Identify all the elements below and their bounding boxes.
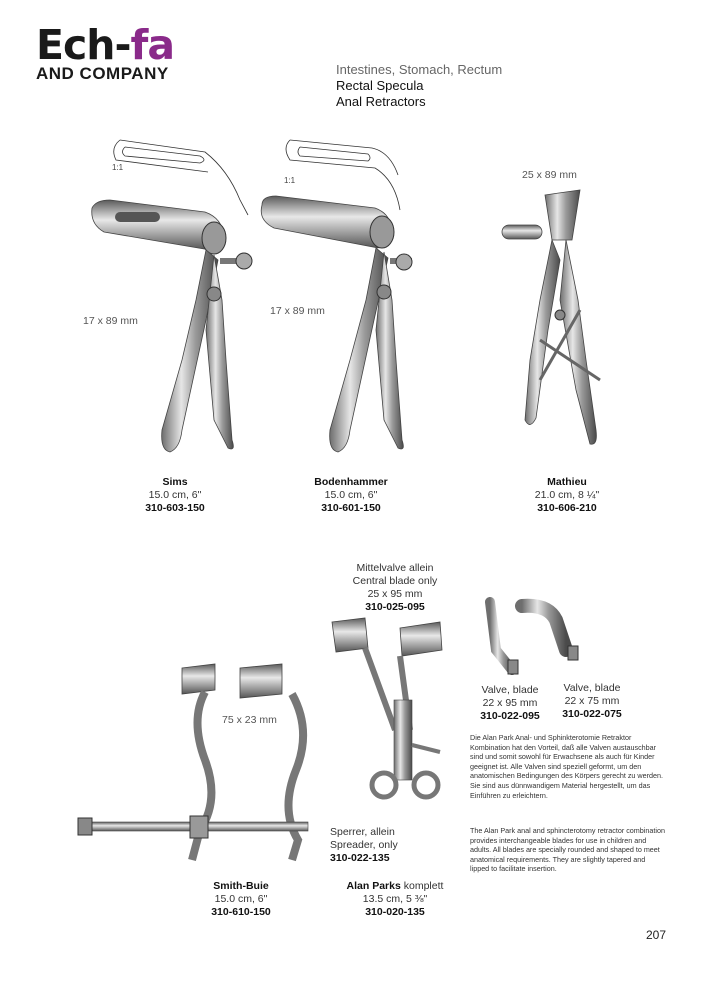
caption-alan-parks xyxy=(330,880,460,919)
valve2-code: 310-022-075 xyxy=(562,708,622,720)
size-alan-parks: 13.5 cm, 5 ⅜" xyxy=(362,893,428,905)
valve2-label: Valve, blade xyxy=(563,682,621,694)
name-sims: Sims xyxy=(162,476,188,488)
name-mathieu: Mathieu xyxy=(547,476,587,488)
smith-buie-retractor-image xyxy=(78,664,308,860)
caption-sims xyxy=(120,476,230,515)
valve-blades-image xyxy=(490,602,578,674)
central-blade-code: 310-025-095 xyxy=(365,601,425,613)
caption-bodenhammer xyxy=(296,476,406,515)
central-blade-en: Central blade only xyxy=(352,575,438,587)
caption-spreader xyxy=(330,826,400,865)
name-bodenhammer: Bodenhammer xyxy=(314,476,388,488)
caption-mathieu xyxy=(512,476,622,515)
logo-part-2: fa xyxy=(130,21,175,69)
spreader-code: 310-022-135 xyxy=(330,852,390,864)
name-smith-buie: Smith-Buie xyxy=(213,880,269,892)
size-sims: 15.0 cm, 6" xyxy=(148,489,202,501)
size-bodenhammer: 15.0 cm, 6" xyxy=(324,489,378,501)
code-bodenhammer: 310-601-150 xyxy=(321,502,381,514)
bodenhammer-speculum-image xyxy=(261,196,412,452)
code-smith-buie: 310-610-150 xyxy=(211,906,271,918)
caption-central-blade xyxy=(340,562,450,614)
bodenhammer-scale: 1:1 xyxy=(284,176,296,185)
spreader-de: Sperrer, allein xyxy=(330,826,395,838)
description-english: The Alan Park anal and sphincterotomy retractor combination provides interchangeable blades for use in children and adults. All blades are specially rounded and shaped to meet anatomical requirements. They are slightly tapered and lipped to facilitate insertion. xyxy=(470,826,665,874)
valve1-dim: 22 x 95 mm xyxy=(482,697,538,709)
description-german: Die Alan Park Anal- und Sphinkterotomie Retraktor Kombination hat den Vorteil, daß alle Valven austauschbar sind und somit sowohl für Erwachsene als auch für Kinder geeignet ist. Alle Valven sind speziell geformt, um den anatomischen Bedingungen des Körpers gerecht zu werden. Sie sind aus dünnwandigem Material hergestellt, um das Einführen zu erleichtern. xyxy=(470,733,663,800)
caption-valve-2 xyxy=(552,682,632,721)
alan-parks-suffix: komplett xyxy=(400,880,444,892)
smith-dim: 75 x 23 mm xyxy=(222,714,277,726)
mathieu-speculum-image xyxy=(502,190,600,444)
page-number: 207 xyxy=(646,928,667,942)
section-title-1: Rectal Specula xyxy=(336,78,424,93)
code-sims: 310-603-150 xyxy=(145,502,205,514)
section-title-2: Anal Retractors xyxy=(336,94,426,109)
caption-valve-1 xyxy=(470,684,550,723)
valve2-dim: 22 x 75 mm xyxy=(564,695,620,707)
alan-parks-retractor-image xyxy=(332,618,442,797)
code-alan-parks: 310-020-135 xyxy=(365,906,425,918)
code-mathieu: 310-606-210 xyxy=(537,502,597,514)
logo-subtitle: AND COMPANY xyxy=(36,64,169,83)
sims-dim: 17 x 89 mm xyxy=(83,315,138,327)
valve1-code: 310-022-095 xyxy=(480,710,540,722)
caption-smith-buie xyxy=(186,880,296,919)
central-blade-dim: 25 x 95 mm xyxy=(367,588,423,600)
valve1-label: Valve, blade xyxy=(481,684,539,696)
size-smith-buie: 15.0 cm, 6" xyxy=(214,893,268,905)
central-blade-de: Mittelvalve allein xyxy=(356,562,434,574)
logo-part-1: Ech- xyxy=(36,21,131,69)
bodenhammer-dim: 17 x 89 mm xyxy=(270,305,325,317)
size-mathieu: 21.0 cm, 8 ¼" xyxy=(534,489,600,501)
mathieu-dim: 25 x 89 mm xyxy=(522,169,577,181)
spreader-en: Spreader, only xyxy=(330,839,398,851)
name-alan-parks: Alan Parks xyxy=(346,880,401,892)
category-title: Intestines, Stomach, Rectum xyxy=(336,62,503,77)
sims-scale: 1:1 xyxy=(112,163,124,172)
